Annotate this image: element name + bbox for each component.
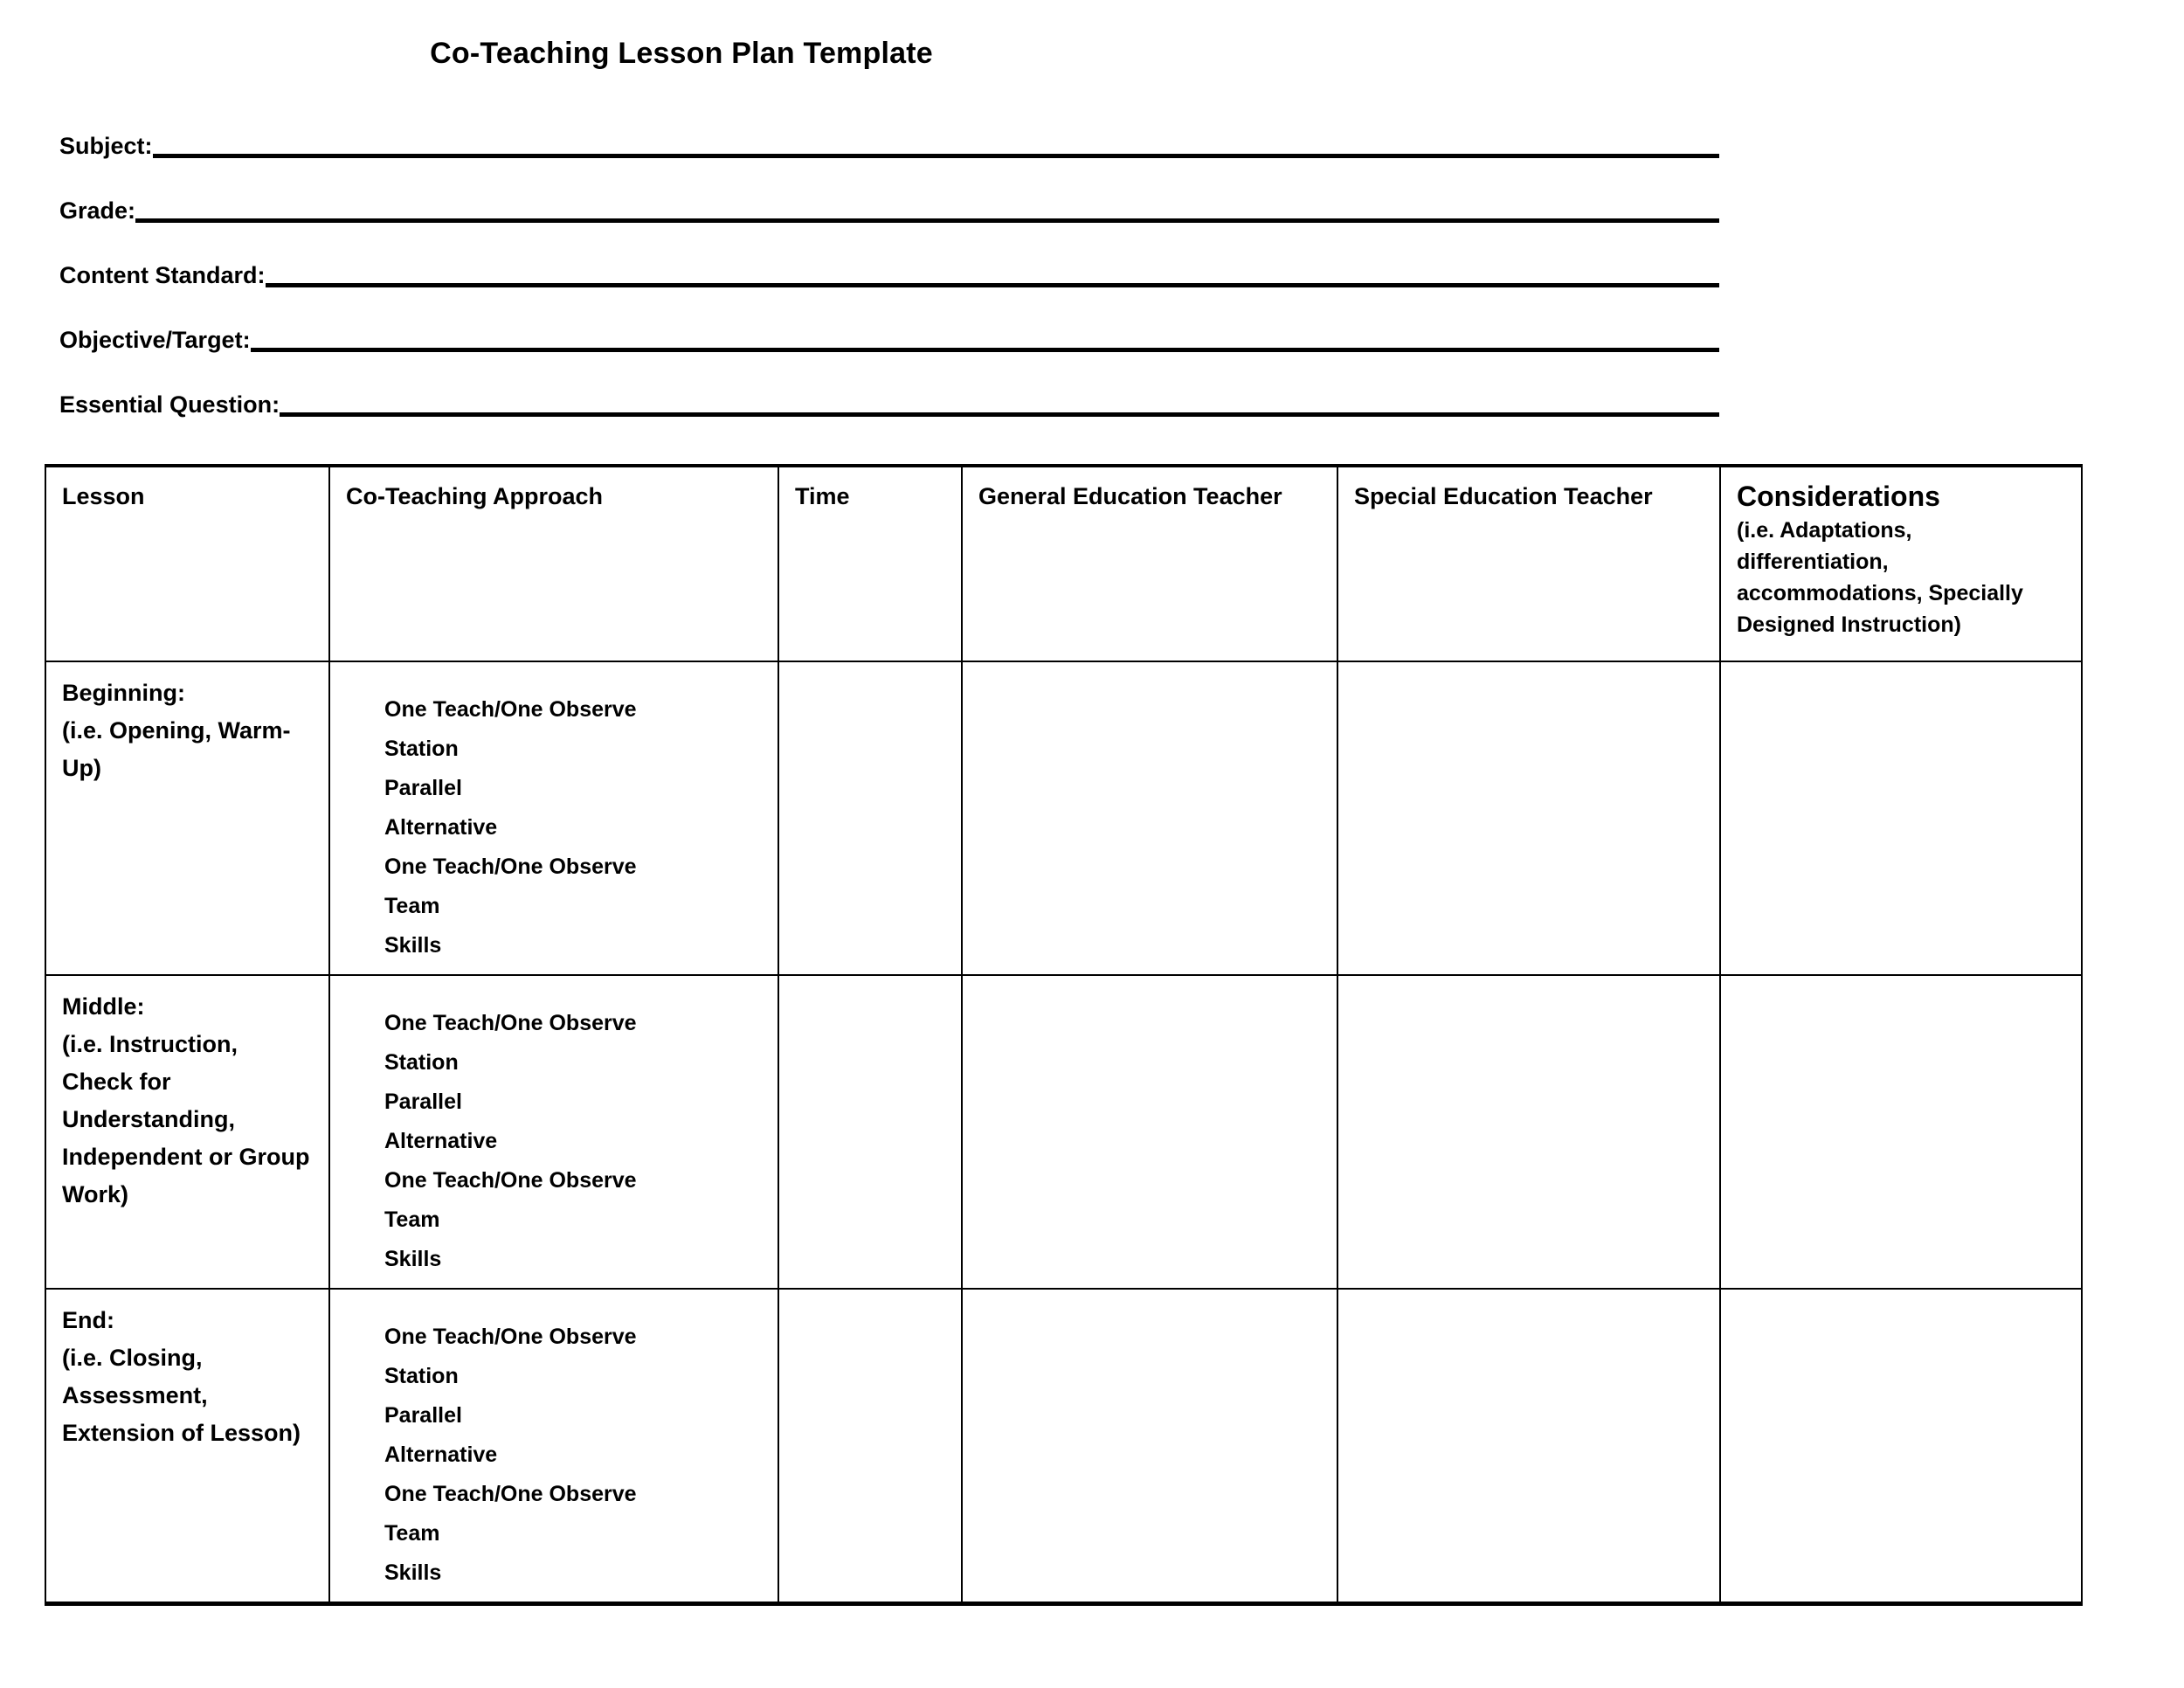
approach-cell-beginning (329, 661, 778, 975)
approach-option[interactable]: Alternative (384, 815, 498, 840)
field-blank-subject[interactable] (153, 133, 1719, 159)
time-cell-beginning[interactable] (778, 661, 962, 975)
considerations-cell-middle[interactable] (1720, 975, 2082, 1289)
field-row-objective-target (59, 327, 1719, 391)
lesson-phase-cell-end (45, 1289, 329, 1604)
approach-options-list (346, 1302, 762, 1593)
approach-option[interactable]: Station (384, 1364, 459, 1388)
time-cell-middle[interactable] (778, 975, 962, 1289)
column-header-lesson (45, 466, 329, 661)
table-header-row (45, 466, 2082, 661)
column-header-considerations-subtitle: (i.e. Adaptations, differentiation, accommodations, Specially Designed Instruction) (1737, 518, 2023, 637)
field-label-content-standard: Content Standard: (59, 262, 266, 288)
lesson-phase-note: (i.e. Closing, Assessment, Extension of Lesson) (62, 1345, 301, 1446)
approach-cell-middle (329, 975, 778, 1289)
lesson-phase-title: End: (62, 1307, 114, 1333)
approach-option[interactable]: One Teach/One Observe (384, 1325, 637, 1349)
special-education-teacher-cell-end[interactable] (1337, 1289, 1720, 1604)
column-header-approach-label: Co-Teaching Approach (346, 483, 604, 509)
general-education-teacher-cell-middle[interactable] (962, 975, 1337, 1289)
field-blank-content-standard[interactable] (266, 262, 1720, 288)
lesson-phase-title: Middle: (62, 993, 145, 1020)
approach-option[interactable]: Parallel (384, 1403, 462, 1428)
lesson-phase-cell-beginning (45, 661, 329, 975)
approach-option[interactable]: Skills (384, 1560, 442, 1585)
column-header-general-education-teacher (962, 466, 1337, 661)
column-header-considerations-title: Considerations (1737, 481, 1940, 512)
field-blank-essential-question[interactable] (280, 391, 1719, 418)
approach-option[interactable]: Parallel (384, 1090, 462, 1114)
approach-option[interactable]: One Teach/One Observe (384, 854, 637, 879)
approach-cell-end (329, 1289, 778, 1604)
approach-option[interactable]: Team (384, 1207, 440, 1232)
approach-option[interactable]: Station (384, 737, 459, 761)
approach-option[interactable]: Alternative (384, 1442, 498, 1467)
column-header-approach (329, 466, 778, 661)
approach-option[interactable]: Team (384, 1521, 440, 1546)
approach-option[interactable]: One Teach/One Observe (384, 1168, 637, 1193)
approach-option[interactable]: Station (384, 1050, 459, 1075)
approach-option[interactable]: Skills (384, 1247, 442, 1271)
approach-option[interactable]: Skills (384, 933, 442, 958)
field-blank-grade[interactable] (135, 197, 1719, 224)
field-list (59, 133, 1719, 456)
field-row-content-standard (59, 262, 1719, 327)
approach-option[interactable]: Alternative (384, 1129, 498, 1153)
column-header-lesson-label: Lesson (62, 483, 145, 509)
column-header-considerations (1720, 466, 2082, 661)
column-header-special-education-teacher-label: Special Education Teacher (1354, 483, 1653, 509)
considerations-cell-end[interactable] (1720, 1289, 2082, 1604)
time-cell-end[interactable] (778, 1289, 962, 1604)
column-header-general-education-teacher-label: General Education Teacher (978, 483, 1282, 509)
approach-option[interactable]: Team (384, 894, 440, 918)
general-education-teacher-cell-beginning[interactable] (962, 661, 1337, 975)
field-label-essential-question: Essential Question: (59, 391, 280, 418)
field-row-essential-question (59, 391, 1719, 456)
lesson-phase-title: Beginning: (62, 680, 185, 706)
approach-option[interactable]: One Teach/One Observe (384, 697, 637, 722)
column-header-time-label: Time (795, 483, 850, 509)
considerations-cell-beginning[interactable] (1720, 661, 2082, 975)
field-row-subject (59, 133, 1719, 197)
lesson-phase-cell-middle (45, 975, 329, 1289)
approach-option[interactable]: Parallel (384, 776, 462, 800)
approach-options-list (346, 988, 762, 1279)
table-row (45, 1289, 2082, 1604)
lesson-phase-note: (i.e. Instruction, Check for Understanding, Independent or Group Work) (62, 1031, 310, 1207)
lesson-phase-note: (i.e. Opening, Warm-Up) (62, 717, 291, 781)
approach-options-list (346, 675, 762, 965)
table-row (45, 975, 2082, 1289)
field-blank-objective-target[interactable] (251, 327, 1719, 353)
column-header-special-education-teacher (1337, 466, 1720, 661)
special-education-teacher-cell-beginning[interactable] (1337, 661, 1720, 975)
field-label-subject: Subject: (59, 133, 153, 159)
page-title: Co-Teaching Lesson Plan Template (430, 37, 933, 70)
general-education-teacher-cell-end[interactable] (962, 1289, 1337, 1604)
column-header-time (778, 466, 962, 661)
field-label-objective-target: Objective/Target: (59, 327, 251, 353)
approach-option[interactable]: One Teach/One Observe (384, 1011, 637, 1035)
table-row (45, 661, 2082, 975)
special-education-teacher-cell-middle[interactable] (1337, 975, 1720, 1289)
field-label-grade: Grade: (59, 197, 136, 224)
field-row-grade (59, 197, 1719, 262)
approach-option[interactable]: One Teach/One Observe (384, 1482, 637, 1506)
lesson-plan-table (45, 464, 2083, 1606)
